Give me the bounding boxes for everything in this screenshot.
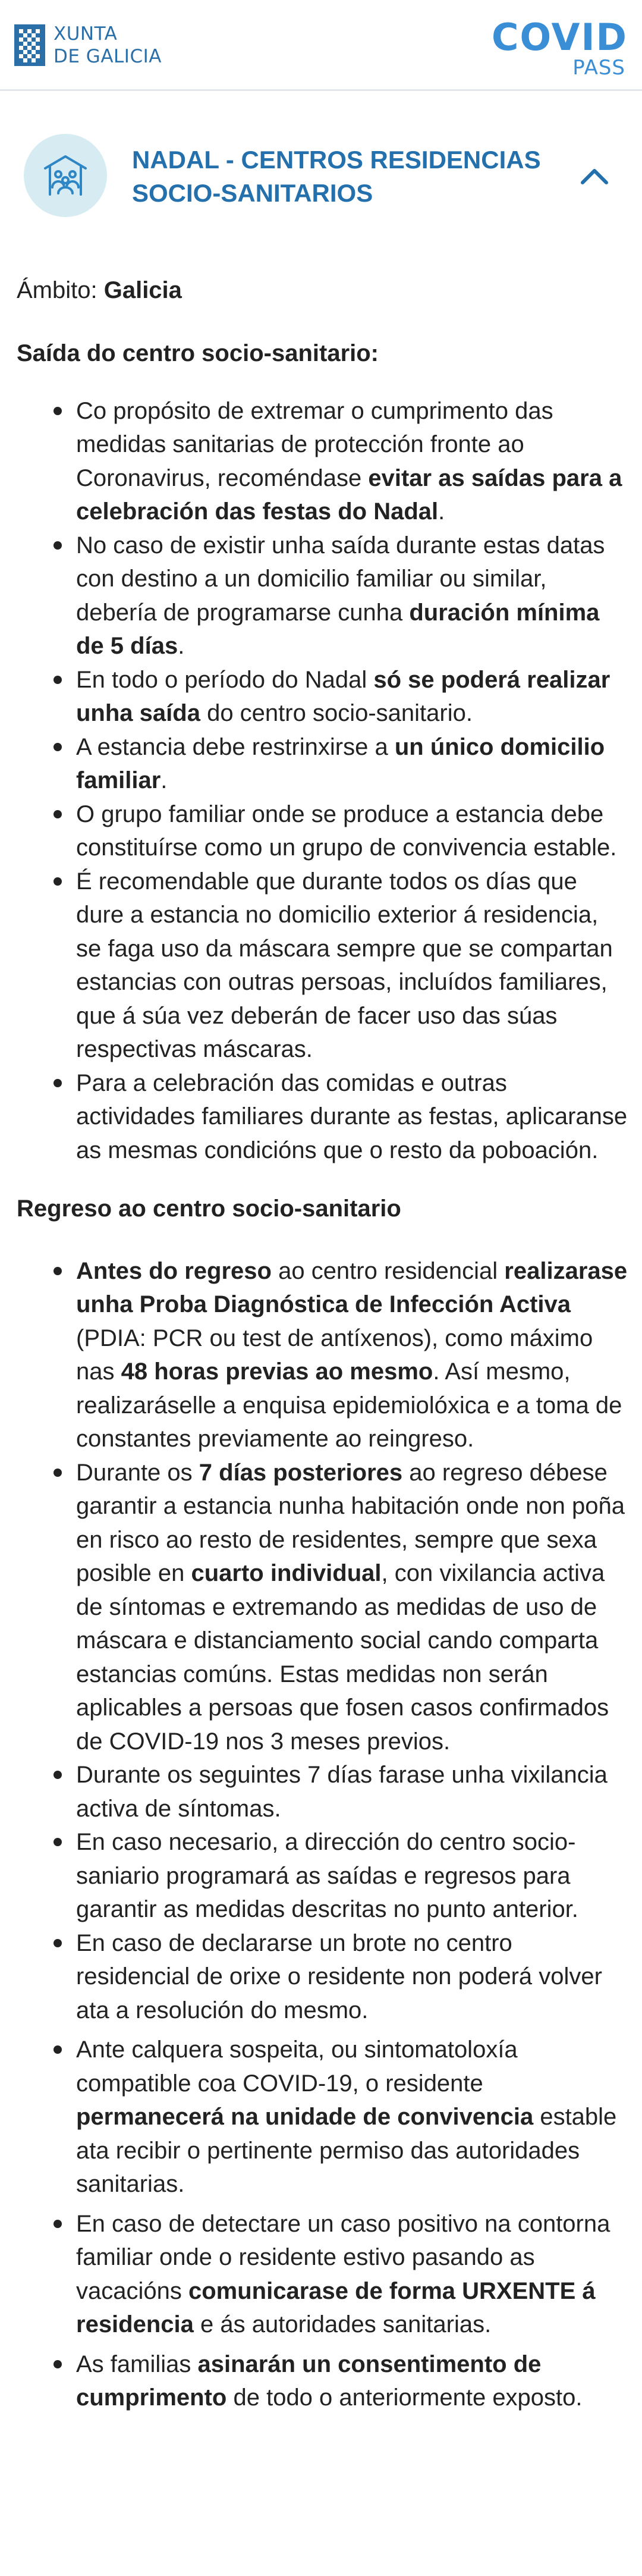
- list-item: No caso de existir unha saída durante estas datas con destino a un domicilio familiar ou similar, debería de programarse cunha duración mínima de 5 días.: [76, 529, 629, 663]
- list-item: Ante calquera sospeita, ou sintomatoloxía compatible coa COVID-19, o residente permanecerá na unidade de convivencia estable ata recibir o pertinente permiso das autoridades sanitarias.: [76, 2033, 629, 2201]
- list-item: O grupo familiar onde se produce a estancia debe constituírse como un grupo de convivencia estable.: [76, 798, 629, 865]
- list-item: En caso necesario, a dirección do centro socio-saniario programará as saídas e regresos para garantir as medidas descritas no punto anterior.: [76, 1825, 629, 1926]
- xunta-emblem-icon: [14, 24, 45, 66]
- chevron-up-icon[interactable]: [575, 158, 613, 196]
- org-name: [54, 23, 162, 68]
- list-item: Co propósito de extremar o cumprimento das medidas sanitarias de protección fronte ao Coronavirus, recoméndase evitar as saídas para a celebración das festas do Nadal.: [76, 394, 629, 529]
- list-item: En caso de detectare un caso positivo na contorna familiar onde o residente estivo pasando as vacacións comunicarase de forma URXENTE á residencia e ás autoridades sanitarias.: [76, 2207, 629, 2342]
- org-line-2: DE GALICIA: [54, 46, 162, 67]
- accordion-title[interactable]: [132, 143, 548, 210]
- list-item: Durante os 7 días posteriores ao regreso débese garantir a estancia nunha habitación onde non poña en risco ao resto de residentes, sempre que sexa posible en cuarto individual, con vixilancia activa de síntomas e extremando as medidas de uso de máscara e distanciamento social cando comparta estancias comúns. Estas medidas non serán aplicables a persoas que fosen casos confirmados de COVID-19 nos 3 meses previos.: [76, 1456, 629, 1759]
- org-line-1: XUNTA: [54, 23, 118, 45]
- xunta-logo[interactable]: [14, 23, 162, 68]
- app-header: [0, 0, 642, 89]
- list-item: En todo o período do Nadal só se poderá realizar unha saída do centro socio-sanitario.: [76, 663, 629, 730]
- list-item: En caso de declararse un brote no centro residencial de orixe o residente non poderá volver ata a resolución do mesmo.: [76, 1926, 629, 2028]
- accordion-title-line-1: NADAL - CENTROS RESIDENCIAS: [132, 146, 541, 174]
- regreso-list: [17, 1254, 629, 2415]
- list-item: É recomendable que durante todos os días que dure a estancia no domicilio exterior á residencia, se faga uso da máscara sempre que se compartan estancias con outras persoas, incluídos familiares, que á súa vez deberán de facer uso das súas respectivas máscaras.: [76, 865, 629, 1066]
- accordion-header[interactable]: [0, 91, 642, 269]
- section-title-regreso: Regreso ao centro socio-sanitario: [17, 1196, 401, 1222]
- brand-sub: PASS: [572, 56, 625, 80]
- list-item: Para a celebración das comidas e outras actividades familiares durante as festas, aplicaranse as mesmas condicións que o resto da poboación.: [76, 1066, 629, 1168]
- people-home-icon: [24, 134, 107, 217]
- covid-pass-logo[interactable]: [485, 14, 628, 80]
- ambito-line: [17, 274, 629, 307]
- list-item: A estancia debe restrinxirse a un único domicilio familiar.: [76, 730, 629, 798]
- saida-list: [17, 394, 629, 1168]
- accordion-title-line-2: SOCIO-SANITARIOS: [132, 179, 373, 207]
- ambito-label: Ámbito:: [17, 277, 104, 303]
- list-item: Durante os seguintes 7 días farase unha vixilancia activa de síntomas.: [76, 1758, 629, 1825]
- list-item: Antes do regreso ao centro residencial realizarase unha Proba Diagnóstica de Infección Activa (PDIA: PCR ou test de antíxenos), como máximo nas 48 horas previas ao mesmo. Así mesmo, realizaráselle a enquisa epidemiolóxica e a toma de constantes previamente ao reingreso.: [76, 1254, 629, 1456]
- ambito-value: Galicia: [103, 277, 182, 303]
- brand-word: COVID: [491, 15, 628, 59]
- accordion-content: [17, 274, 629, 2415]
- section-title-saida: Saída do centro socio-sanitario:: [17, 340, 379, 366]
- list-item: As familias asinarán un consentimento de cumprimento de todo o anteriormente exposto.: [76, 2348, 629, 2415]
